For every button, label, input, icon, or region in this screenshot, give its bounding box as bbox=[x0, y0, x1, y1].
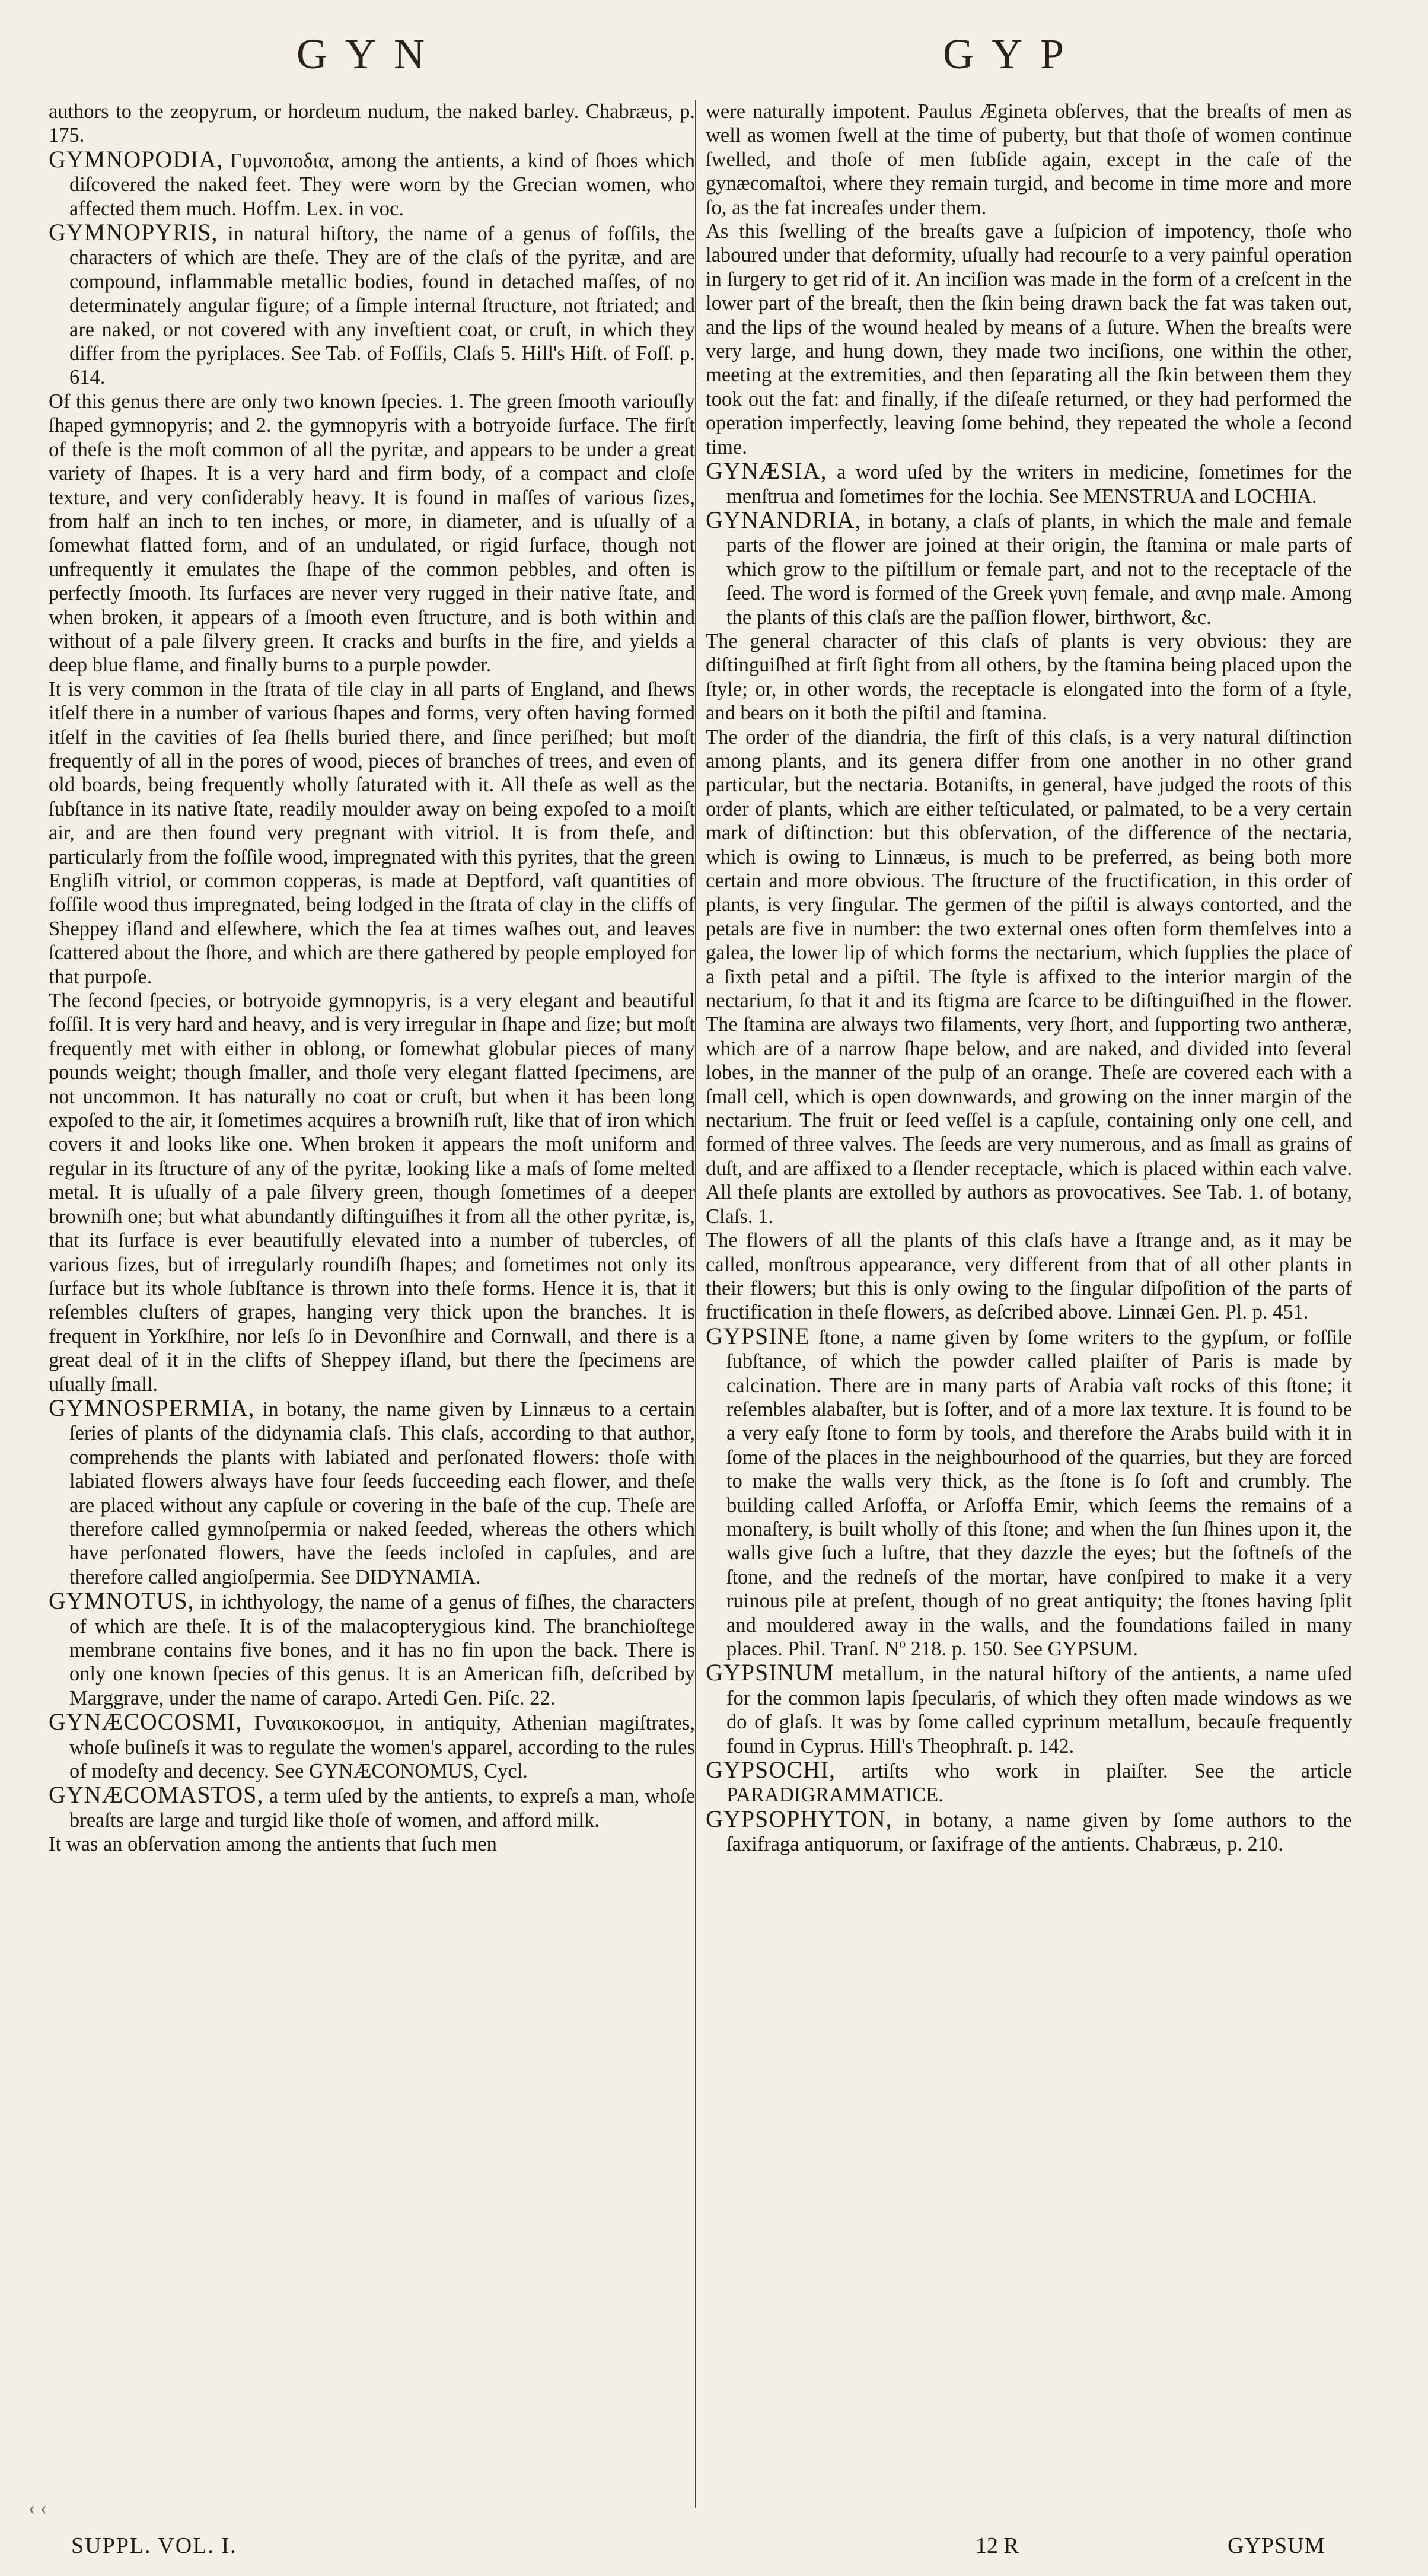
entry-text: metallum, in the natural hiſtory of the antients, a name uſed for the common lapis ſpecularis, of which they often made windows as we do of glaſs. It was by ſome called cyprinum metallum, becauſe frequently found in Cyprus. Hill's Theophraſt. p. 142. bbox=[726, 1663, 1352, 1757]
dictionary-entry bbox=[49, 221, 695, 390]
entry-text: Γυναικοκοσμοι, in antiquity, Athenian magiſtrates, whoſe buſineſs it was to regulate the women's apparel, according to the rules of modeſty and decency. See GYNÆCONOMUS, Cycl. bbox=[69, 1712, 695, 1783]
entry-headword: GYMNOSPERMIA, bbox=[49, 1394, 255, 1421]
entry-text: a term uſed by the antients, to expreſs a man, whoſe breaſts are large and turgid like thoſe of women, and afford milk. bbox=[69, 1785, 695, 1832]
entry-text: in natural hiſtory, the name of a genus of foſſils, the characters of which are theſe. They are of the claſs of the pyritæ, and are compound, inflammable metallic bodies, found in detached maſſes, of no determinately angular figure; of a ſimple internal ſtructure, not ſtriated; and are naked, or not covered with any inveſtient coat, or cruſt, in which they differ from the pyriplaces. See Tab. of Foſſils, Claſs 5. Hill's Hiſt. of Foſſ. p. 614. bbox=[69, 222, 695, 389]
footer-signature: 12 R bbox=[976, 2533, 1019, 2558]
dictionary-entry bbox=[706, 459, 1352, 508]
entry-headword: GYNÆCOMASTOS, bbox=[49, 1781, 264, 1808]
entry-headword: GYMNOPYRIS, bbox=[49, 219, 218, 246]
entry-text: a word uſed by the writers in medicine, ſometimes for the menſtrua and ſometimes for the lochia. See MENSTRUA and LOCHIA. bbox=[726, 461, 1352, 508]
entry-headword: GYNÆCOCOSMI, bbox=[49, 1708, 243, 1736]
entry-text: in botany, a name given by ſome authors to the ſaxifraga antiquorum, or ſaxifrage of the antients. Chabræus, p. 210. bbox=[726, 1808, 1352, 1856]
right-column bbox=[706, 100, 1352, 1857]
entry-text: artiſts who work in plaiſter. See the article PARADIGRAMMATICE. bbox=[726, 1760, 1352, 1807]
entry-headword: GYNANDRIA, bbox=[706, 506, 862, 533]
dictionary-entry bbox=[49, 1396, 695, 1589]
paragraph: The general character of this claſs of plants is very obvious: they are diſtinguiſhed at firſt ſight from all others, by the ſtamina being placed upon the ſtyle; or, in other words, the receptacle is elongated into the form of a ſtyle, and bears on it both the piſtil and ſtamina. bbox=[706, 629, 1352, 725]
entry-text: in botany, a claſs of plants, in which the male and female parts of the flower are joined at their origin, the ſtamina or male parts of which grow to the piſtillum or female part, and not to the receptacle of the ſeed. The word is formed of the Greek γυνη female, and ανηρ male. Among the plants of this claſs are the paſſion flower, birthwort, &c. bbox=[726, 510, 1352, 629]
entry-headword: GYPSOCHI, bbox=[706, 1756, 836, 1784]
dictionary-entry bbox=[706, 1758, 1352, 1807]
entry-text: in botany, the name given by Linnæus to a certain ſeries of plants of the didynamia claſs. This claſs, according to that author, comprehends the plants with labiated and perſonated flowers: thoſe with labiated flowers always have four ſeeds ſucceeding each flower, and theſe are placed without any capſule or covering in the baſe of the cup. Theſe are therefore called gymnoſpermia or naked ſeeded, whereas the others which have perſonated flowers, have the ſeeds incloſed in capſules, and are therefore called angioſpermia. See DIDYNAMIA. bbox=[69, 1397, 695, 1588]
dictionary-entry bbox=[706, 508, 1352, 629]
paragraph: Of this genus there are only two known ſpecies. 1. The green ſmooth variouſly ſhaped gymnopyris; and 2. the gymnopyris with a botryoide ſurface. The firſt of theſe is the moſt common of all the pyritæ, and appears to be under a great variety of ſhapes. It is a very hard and firm body, of a compact and cloſe texture, and very conſiderably heavy. It is found in maſſes of various ſizes, from half an inch to ten inches, or more, in diameter, and is uſually of a ſomewhat flatted form, and of an undulated, or rigid ſurface, though not unfrequently it emulates the ſhape of the common pebbles, and often is perfectly ſmooth. Its ſurfaces are never very rugged in their native ſtate, and when broken, it appears of a ſmooth even ſtructure, and is both within and without of a pale ſilvery green. It cracks and burſts in the fire, and yields a deep blue flame, and finally burns to a purple powder. bbox=[49, 390, 695, 677]
entry-headword: GYNÆSIA, bbox=[706, 457, 827, 485]
dictionary-entry bbox=[706, 1661, 1352, 1758]
footer-volume: SUPPL. VOL. I. bbox=[71, 2533, 237, 2558]
entry-headword: GYPSINE bbox=[706, 1322, 810, 1349]
margin-mark: ‹ ‹ bbox=[28, 2497, 47, 2519]
entry-text: in ichthyology, the name of a genus of fiſhes, the characters of which are theſe. It is of the malacopterygious kind. The branchioſtege membrane contains five bones, and it has no fin upon the back. There is only one known ſpecies of this genus. It is an American fiſh, deſcribed by Marggrave, under the name of carapo. Artedi Gen. Piſc. 22. bbox=[69, 1591, 695, 1709]
entry-headword: GYMNOTUS, bbox=[49, 1587, 195, 1615]
paragraph: The ſecond ſpecies, or botryoide gymnopyris, is a very elegant and beautiful foſſil. It is very hard and heavy, and is very irregular in ſhape and ſize; but moſt frequently met with either in oblong, or ſomewhat globular pieces of many pounds weight; though ſmaller, and thoſe very elegant flatted ſpecimens, are not uncommon. It has naturally no coat or cruſt, but when it has been long expoſed to the air, it ſometimes acquires a browniſh ruſt, like that of iron which covers it and looks like one. When broken it appears the moſt uniform and regular in its ſtructure of any of the pyritæ, looking like a maſs of ſome melted metal. It is uſually of a pale ſilvery green, though ſometimes of a deeper browniſh one; but what abundantly diſtinguiſhes it from all the other pyritæ, is, that its ſurface is ever beautifully elevated into a number of tubercles, of various ſizes, but of irregularly roundiſh ſhapes; and ſometimes not only its ſurface but its whole ſubſtance is thrown into theſe forms. Hence it is, that it reſembles cluſters of grapes, hanging very thick upon the branches. It is frequent in Yorkſhire, nor leſs ſo in Devonſhire and Cornwall, and there is a great deal of it in the clifts of Sheppey iſland, but there the ſpecimens are uſually ſmall. bbox=[49, 989, 695, 1396]
left-column bbox=[49, 100, 695, 1857]
paragraph: It is very common in the ſtrata of tile clay in all parts of England, and ſhews itſelf there in a number of various ſhapes and forms, very often having formed itſelf in the cavities of ſea ſhells buried there, and ſince periſhed; but moſt frequently of all in the pores of wood, pieces of branches of trees, and even of old boards, being frequently wholly ſaturated with it. All theſe as well as the ſubſtance in its native ſtate, readily moulder away on being expoſed to a moiſt air, and are then found very pregnant with vitriol. It is from theſe, and particularly from the foſſile wood, impregnated with this pyrites, that the green Engliſh vitriol, or common copperas, is made at Deptford, vaſt quantities of foſſile wood thus impregnated, being lodged in the ſtrata of clay in the cliffs of Sheppey iſland and elſewhere, which the ſea at times waſhes out, and leaves ſcattered about the ſhore, and which are there gathered by people employed for that purpoſe. bbox=[49, 677, 695, 988]
running-head-right: GYP bbox=[943, 30, 1082, 78]
footer-catchword: GYPSUM bbox=[1228, 2533, 1325, 2558]
column-divider bbox=[695, 100, 696, 2508]
paragraph: The order of the diandria, the firſt of this claſs, is a very natural diſtinction among plants, and its genera differ from one another in no other grand particular, but the nectaria. Botaniſts, in general, have judged the roots of this order of plants, which are either teſticulated, or palmated, to be a very certain mark of diſtinction: but this obſervation, of the difference of the nectaria, which is owing to Linnæus, is much to be preferred, as being both more certain and more obvious. The ſtructure of the fructification, in this order of plants, is very ſingular. The germen of the piſtil is always contorted, and the petals are five in number: the two external ones often form themſelves into a galea, the lower lip of which forms the nectarium, which ſupplies the place of a ſixth petal and a piſtil. The ſtyle is affixed to the interior margin of the nectarium, ſo that it and its ſtigma are ſcarce to be diſtinguiſhed in the flower. The ſtamina are always two filaments, very ſhort, and ſupporting two antheræ, which are of a narrow ſhape below, and are naked, and divided into ſeveral lobes, in the manner of the pulp of an orange. Theſe are covered each with a ſmall cell, which is open downwards, and growing on the inner margin of the nectarium. The fruit or ſeed veſſel is a capſule, containing only one cell, and formed of three valves. The ſeeds are very numerous, and as ſmall as grains of duſt, and are affixed to a ſlender receptacle, which is placed within each valve. All theſe plants are extolled by authors as provocatives. See Tab. 1. of botany, Claſs. 1. bbox=[706, 725, 1352, 1228]
dictionary-entry bbox=[706, 1807, 1352, 1857]
dictionary-entry bbox=[49, 1783, 695, 1832]
running-head-left: GYN bbox=[297, 30, 442, 78]
dictionary-entry bbox=[49, 145, 695, 221]
dictionary-entry bbox=[49, 1710, 695, 1783]
entry-text: Γυμνοποδια, among the antients, a kind of ſhoes which diſcovered the naked feet. They were worn by the Grecian women, who affected them much. Hoffm. Lex. in voc. bbox=[69, 149, 695, 220]
dictionary-entry bbox=[49, 1589, 695, 1710]
paragraph: authors to the zeopyrum, or hordeum nudum, the naked barley. Chabræus, p. 175. bbox=[49, 100, 695, 147]
paragraph: The flowers of all the plants of this claſs have a ſtrange and, as it may be called, monſtrous appearance, very different from that of all other plants in their flowers; but this is only owing to the ſingular diſpoſition of the parts of fructification in theſe flowers, as deſcribed above. Linnæi Gen. Pl. p. 451. bbox=[706, 1229, 1352, 1324]
entry-text: ſtone, a name given by ſome writers to the gypſum, or foſſile ſubſtance, of which the powder called plaiſter of Paris is made by calcination. There are in many parts of Arabia vaſt rocks of this ſtone; it reſembles alabaſter, but is ſofter, and of a more lax texture. It is found to be a very eaſy ſtone to form by tools, and therefore the Arabs build with it in ſome of the places in the neighbourhood of the quarries, but they are forced to make the walls very thick, as the ſtone is ſo ſoft and crumbly. The building called Arſoffa, or Arſoffa Emir, which ſeems the remains of a monaſtery, is built wholly of this ſtone; and when the ſun ſhines upon it, the walls give ſuch a luſtre, that they dazzle the eyes; but the ſoftneſs of the ſtone, and the redneſs of the mortar, have conſpired to make it a very ruinous pile at preſent, though of no great antiquity; the ſtones having ſplit and mouldered away in the walls, and the foundations failed in many places. Phil. Tranſ. Nº 218. p. 150. See GYPSUM. bbox=[726, 1326, 1352, 1660]
paragraph: As this ſwelling of the breaſts gave a ſuſpicion of impotency, thoſe who laboured under that deformity, uſually had recourſe to a very painful operation in ſurgery to get rid of it. An inciſion was made in the form of a creſcent in the lower part of the breaſt, then the ſkin being drawn back the fat was taken out, and the lips of the wound healed by means of a ſuture. When the breaſts were very large, and hung down, they made two inciſions, one within the other, meeting at the extremities, and then ſeparating all the ſkin between them they took out the fat: and finally, if the diſeaſe returned, or they had performed the operation imperfectly, leaving ſome behind, they repeated the whole a ſecond time. bbox=[706, 220, 1352, 458]
paragraph: It was an obſervation among the antients that ſuch men bbox=[49, 1833, 497, 1856]
entry-headword: GYPSINUM bbox=[706, 1659, 834, 1686]
entry-headword: GYPSOPHYTON, bbox=[706, 1805, 893, 1832]
dictionary-entry bbox=[706, 1324, 1352, 1661]
paragraph: were naturally impotent. Paulus Ægineta obſerves, that the breaſts of men as well as women ſwell at the time of puberty, but that thoſe of women continue ſwelled, and thoſe of men ſubſide again, except in the caſe of the gynæcomaſtoi, where they remain turgid, and become in time more and more ſo, as the fat increaſes under them. bbox=[706, 100, 1352, 219]
entry-headword: GYMNOPODIA, bbox=[49, 145, 224, 173]
